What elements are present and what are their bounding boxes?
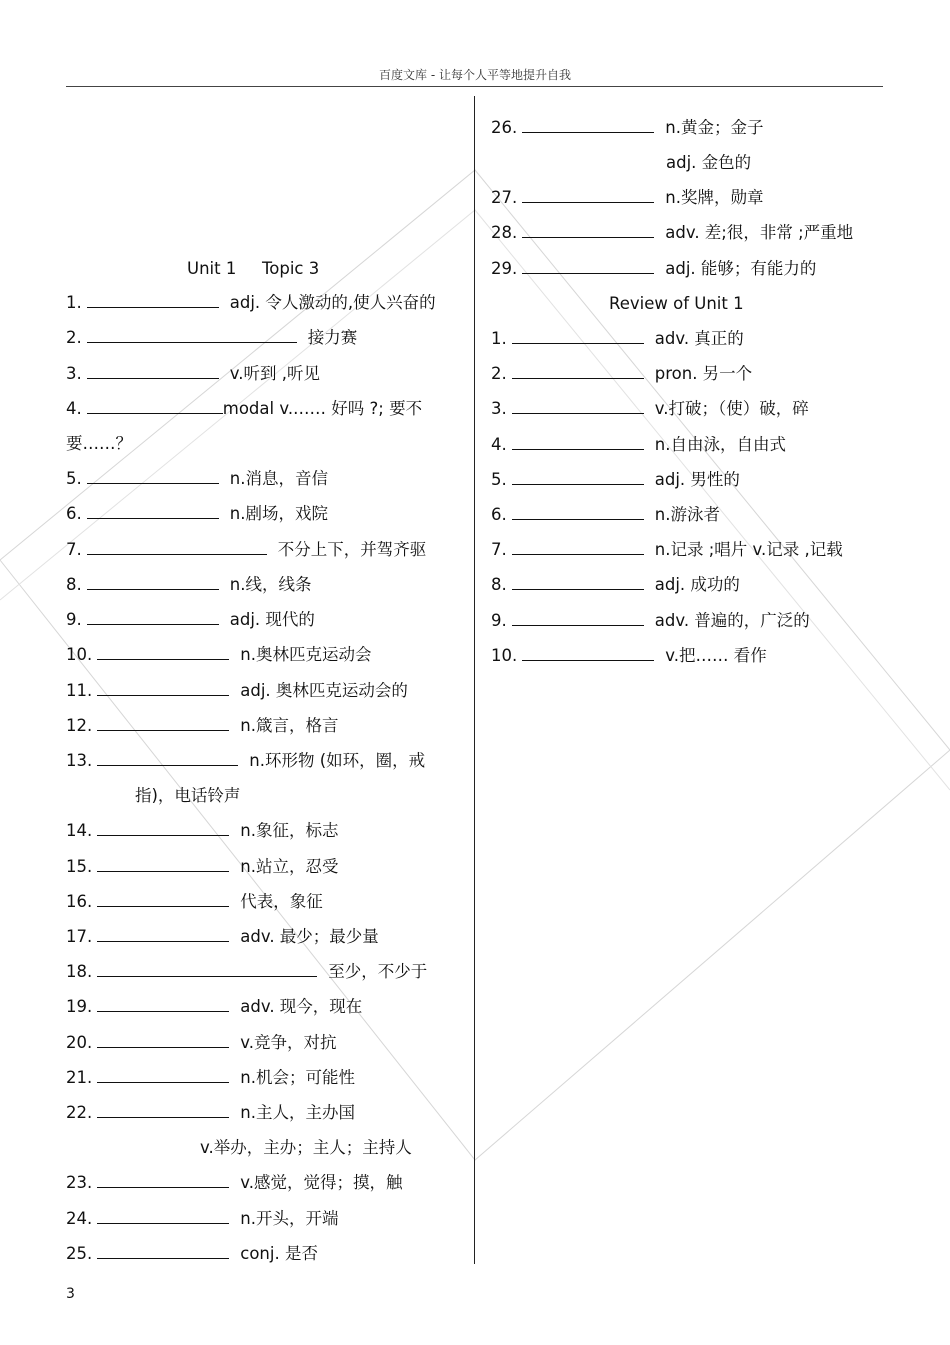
- answer-blank[interactable]: [512, 575, 644, 590]
- left-item: [66, 645, 371, 665]
- answer-blank[interactable]: [97, 1209, 229, 1224]
- answer-blank[interactable]: [87, 469, 219, 484]
- item-number: 22.: [66, 1103, 93, 1122]
- answer-blank[interactable]: [97, 645, 229, 660]
- page-header: 百度文库 - 让每个人平等地提升自我: [379, 68, 571, 82]
- item-number: 3.: [491, 399, 507, 418]
- answer-blank[interactable]: [512, 505, 644, 520]
- item-definition: 不分上下，并驾齐驱: [277, 540, 427, 559]
- item-number: 2.: [491, 364, 507, 383]
- left-item: [66, 540, 426, 560]
- item-definition: n.环形物 (如环，圈，戒: [249, 751, 426, 770]
- item-definition: n.开头，开端: [240, 1209, 339, 1228]
- answer-blank[interactable]: [87, 364, 219, 379]
- item-definition: n.站立，忍受: [240, 857, 339, 876]
- answer-blank[interactable]: [97, 681, 229, 696]
- item-definition: pron. 另一个: [654, 364, 753, 383]
- left-item: [66, 610, 315, 630]
- item-definition: n.奥林匹克运动会: [240, 645, 372, 664]
- item-definition: v.打破；（使）破，碎: [654, 399, 809, 418]
- right-item: [491, 259, 816, 279]
- right-item: [491, 188, 763, 208]
- item-definition: adv. 现今，现在: [240, 997, 363, 1016]
- item-number: 5.: [66, 469, 82, 488]
- item-definition: adv. 最少；最少量: [240, 927, 379, 946]
- item-number: 25.: [66, 1244, 93, 1263]
- item-number: 9.: [66, 610, 82, 629]
- item-definition: adj. 能够；有能力的: [665, 259, 817, 278]
- left-item: [66, 962, 427, 982]
- item-number: 14.: [66, 821, 93, 840]
- answer-blank[interactable]: [97, 1103, 229, 1118]
- item-number: 27.: [491, 188, 518, 207]
- item-number: 13.: [66, 751, 93, 770]
- item-definition: modal v.…… 好吗 ?; 要不: [222, 399, 423, 418]
- answer-blank[interactable]: [87, 504, 219, 519]
- item-number: 19.: [66, 997, 93, 1016]
- left-item: [66, 857, 338, 877]
- item-definition: 要……？: [66, 434, 132, 453]
- answer-blank[interactable]: [512, 540, 644, 555]
- item-definition: v.把…… 看作: [665, 646, 767, 665]
- left-item: [66, 293, 436, 313]
- left-item: [135, 786, 240, 806]
- item-number: 23.: [66, 1173, 93, 1192]
- answer-blank[interactable]: [87, 610, 219, 625]
- item-definition: adj. 令人激动的,使人兴奋的: [229, 293, 436, 312]
- review-item: [491, 329, 744, 349]
- item-number: 20.: [66, 1033, 93, 1052]
- item-definition: adj. 现代的: [229, 610, 315, 629]
- left-item: [66, 328, 357, 348]
- left-item: [66, 892, 323, 912]
- answer-blank[interactable]: [522, 188, 654, 203]
- item-definition: 指)，电话铃声: [135, 786, 241, 805]
- answer-blank[interactable]: [512, 470, 644, 485]
- left-item: [66, 1068, 355, 1088]
- answer-blank[interactable]: [87, 293, 219, 308]
- item-number: 7.: [491, 540, 507, 559]
- item-number: 18.: [66, 962, 93, 981]
- answer-blank[interactable]: [97, 716, 229, 731]
- item-definition: v.听到 ,听见: [229, 364, 320, 383]
- review-item: [491, 505, 720, 525]
- item-number: 21.: [66, 1068, 93, 1087]
- item-number: 3.: [66, 364, 82, 383]
- item-definition: v.竞争，对抗: [240, 1033, 337, 1052]
- item-number: 24.: [66, 1209, 93, 1228]
- review-item: [491, 399, 809, 419]
- answer-blank[interactable]: [87, 575, 219, 590]
- item-definition: v.举办，主办；主人；主持人: [200, 1138, 412, 1157]
- page-number: 3: [66, 1286, 75, 1302]
- answer-blank[interactable]: [87, 328, 297, 343]
- answer-blank[interactable]: [522, 259, 654, 274]
- left-item: [66, 1033, 336, 1053]
- left-item: [66, 399, 422, 419]
- answer-blank[interactable]: [97, 1033, 229, 1048]
- item-definition: adj. 金色的: [666, 153, 752, 172]
- left-item: [66, 1173, 402, 1193]
- item-number: 8.: [66, 575, 82, 594]
- review-title: Review of Unit 1: [609, 294, 744, 313]
- item-number: 6.: [491, 505, 507, 524]
- item-definition: n.线，线条: [229, 575, 312, 594]
- answer-blank[interactable]: [97, 1244, 229, 1259]
- item-definition: n.自由泳，自由式: [654, 435, 786, 454]
- item-number: 5.: [491, 470, 507, 489]
- left-item: [66, 821, 338, 841]
- item-definition: adj. 成功的: [654, 575, 740, 594]
- item-definition: adj. 奥林匹克运动会的: [240, 681, 408, 700]
- answer-blank[interactable]: [87, 540, 267, 555]
- review-item: [491, 540, 843, 560]
- item-definition: n.记录 ;唱片 v.记录 ,记载: [654, 540, 843, 559]
- answer-blank[interactable]: [97, 1068, 229, 1083]
- item-number: 26.: [491, 118, 518, 137]
- item-definition: adv. 普遍的，广泛的: [654, 611, 810, 630]
- answer-blank[interactable]: [512, 399, 644, 414]
- item-definition: conj. 是否: [240, 1244, 318, 1263]
- left-item: [66, 751, 425, 771]
- item-definition: 至少，不少于: [328, 962, 428, 981]
- item-number: 8.: [491, 575, 507, 594]
- item-number: 12.: [66, 716, 93, 735]
- answer-blank[interactable]: [97, 997, 229, 1012]
- item-definition: v.感觉，觉得；摸，触: [240, 1173, 403, 1192]
- item-definition: n.剧场，戏院: [229, 504, 328, 523]
- answer-blank[interactable]: [512, 364, 644, 379]
- header-rule: [66, 86, 883, 87]
- item-number: 1.: [491, 329, 507, 348]
- item-definition: n.奖牌，勋章: [665, 188, 764, 207]
- item-definition: 接力赛: [307, 328, 358, 347]
- answer-blank[interactable]: [97, 1173, 229, 1188]
- item-definition: n.消息，音信: [229, 469, 328, 488]
- item-number: 6.: [66, 504, 82, 523]
- left-item: [66, 504, 328, 524]
- left-item: [200, 1138, 412, 1158]
- unit-title: Unit 1: [187, 259, 237, 278]
- review-item: [491, 364, 752, 384]
- item-definition: n.箴言，格言: [240, 716, 339, 735]
- item-number: 29.: [491, 259, 518, 278]
- item-number: 10.: [491, 646, 518, 665]
- left-item: [66, 927, 379, 947]
- left-item: [66, 681, 408, 701]
- answer-blank[interactable]: [512, 329, 644, 344]
- answer-blank[interactable]: [522, 223, 654, 238]
- answer-blank[interactable]: [512, 611, 644, 626]
- item-definition: 代表，象征: [240, 892, 323, 911]
- left-item: [66, 434, 132, 454]
- column-divider: [474, 96, 475, 1264]
- review-item: [491, 435, 786, 455]
- answer-blank[interactable]: [512, 435, 644, 450]
- review-item: [491, 470, 740, 490]
- answer-blank[interactable]: [87, 399, 223, 414]
- answer-blank[interactable]: [97, 821, 229, 836]
- left-item: [66, 364, 320, 384]
- review-item: [491, 611, 810, 631]
- right-item: [491, 223, 853, 243]
- item-definition: n.黄金；金子: [665, 118, 764, 137]
- review-item: [491, 575, 740, 595]
- right-item: [666, 153, 751, 173]
- item-number: 11.: [66, 681, 93, 700]
- item-definition: n.主人，主办国: [240, 1103, 355, 1122]
- left-item: [66, 716, 338, 736]
- item-number: 28.: [491, 223, 518, 242]
- left-item: [66, 1103, 355, 1123]
- item-number: 10.: [66, 645, 93, 664]
- item-number: 2.: [66, 328, 82, 347]
- item-number: 15.: [66, 857, 93, 876]
- answer-blank[interactable]: [522, 646, 654, 661]
- item-definition: n.游泳者: [654, 505, 720, 524]
- left-item: [66, 575, 311, 595]
- right-item: [491, 118, 763, 138]
- answer-blank[interactable]: [97, 927, 229, 942]
- left-item: [66, 997, 362, 1017]
- item-number: 7.: [66, 540, 82, 559]
- item-number: 1.: [66, 293, 82, 312]
- answer-blank[interactable]: [97, 857, 229, 872]
- item-number: 4.: [491, 435, 507, 454]
- review-item: [491, 646, 767, 666]
- left-item: [66, 1209, 338, 1229]
- item-number: 4.: [66, 399, 82, 418]
- item-definition: adv. 差;很，非常 ;严重地: [665, 223, 854, 242]
- item-number: 16.: [66, 892, 93, 911]
- answer-blank[interactable]: [97, 751, 238, 766]
- item-definition: n.机会；可能性: [240, 1068, 355, 1087]
- left-item: [66, 1244, 318, 1264]
- item-number: 17.: [66, 927, 93, 946]
- topic-title: Topic 3: [262, 259, 320, 278]
- item-definition: n.象征，标志: [240, 821, 339, 840]
- answer-blank[interactable]: [97, 962, 317, 977]
- left-item: [66, 469, 328, 489]
- answer-blank[interactable]: [522, 118, 654, 133]
- item-number: 9.: [491, 611, 507, 630]
- answer-blank[interactable]: [97, 892, 229, 907]
- item-definition: adv. 真正的: [654, 329, 744, 348]
- item-definition: adj. 男性的: [654, 470, 740, 489]
